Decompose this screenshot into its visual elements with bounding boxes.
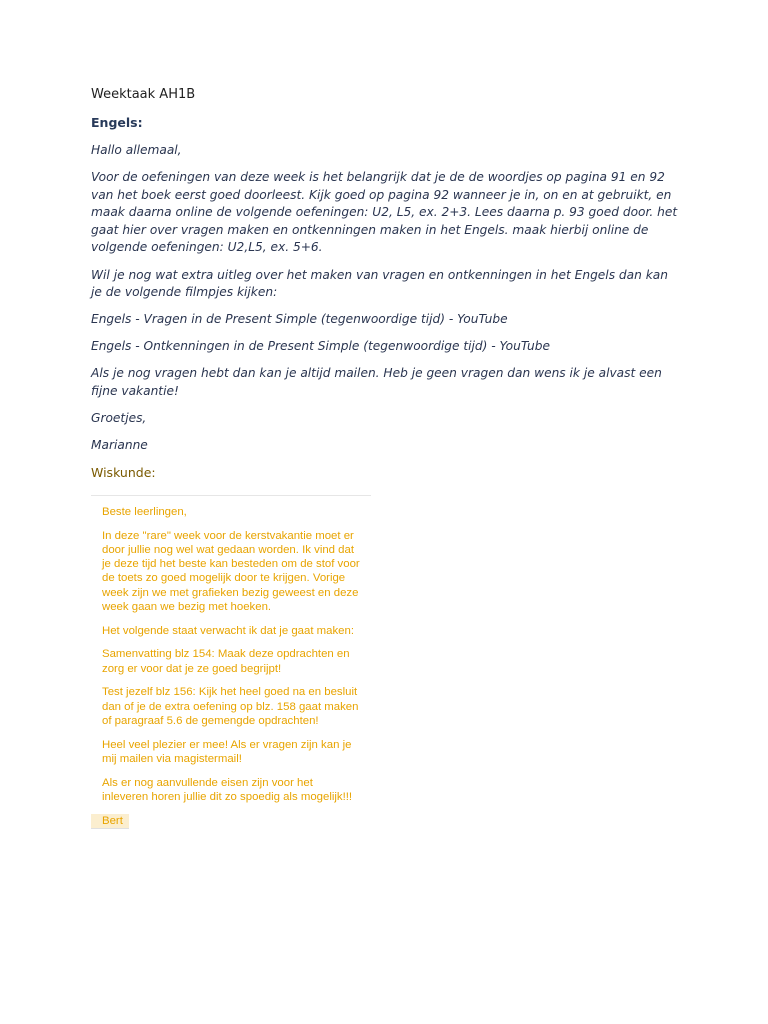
youtube-link-ontkenningen[interactable]: Engels - Ontkenningen in de Present Simple (tegenwoordige tijd) - YouTube xyxy=(91,339,551,354)
wiskunde-paragraph-3: Samenvatting blz 154: Maak deze opdrachten en zorg er voor dat je ze goed begrijpt! xyxy=(102,648,350,675)
wiskunde-message-box xyxy=(91,495,371,838)
document-title: Weektaak AH1B xyxy=(91,87,196,102)
engels-signature: Marianne xyxy=(91,438,148,453)
engels-paragraph-1: Voor de oefeningen van deze week is het belangrijk dat je de de woordjes op pagina 91 en 92 van het boek eerst goed doorleest. Kijk goed op pagina 92 wanneer je in, on en at gebruikt, en maak daarna online de volgende oefeningen: U2, L5, ex. 2+3. Lees daarna p. 93 goed door. het gaat hier over vragen maken en ontkenningen maken in het Engels. maak hierbij online de volgende oefeningen: U2,L5, ex. 5+6. xyxy=(91,170,678,255)
engels-greeting: Hallo allemaal, xyxy=(91,143,182,157)
youtube-link-vragen[interactable]: Engels - Vragen in de Present Simple (tegenwoordige tijd) - YouTube xyxy=(91,312,508,327)
engels-paragraph-3: Als je nog vragen hebt dan kan je altijd mailen. Heb je geen vragen dan wens ik je alvast een fijne vakantie! xyxy=(91,366,662,399)
document-page xyxy=(91,86,681,492)
wiskunde-heading: Wiskunde: xyxy=(91,465,156,481)
wiskunde-signature: Bert xyxy=(91,814,129,829)
engels-closing: Groetjes, xyxy=(91,411,147,426)
wiskunde-paragraph-1: In deze "rare" week voor de kerstvakantie moet er door jullie nog wel wat gedaan worden. Ik vind dat je deze tijd het beste kan besteden om de stof voor de toets zo goed mogelijk door te krijgen. Vorige week zijn we met grafieken bezig geweest en deze week gaan we bezig met hoeken. xyxy=(102,529,360,613)
wiskunde-paragraph-2: Het volgende staat verwacht ik dat je gaat maken: xyxy=(102,624,355,637)
wiskunde-paragraph-4: Test jezelf blz 156: Kijk het heel goed na en besluit dan of je de extra oefening op blz. 158 gaat maken of paragraaf 5.6 de gemengde opdrachten! xyxy=(102,686,359,727)
engels-heading: Engels: xyxy=(91,115,143,130)
wiskunde-paragraph-6: Als er nog aanvullende eisen zijn voor het inleveren horen jullie dit zo spoedig als mogelijk!!! xyxy=(102,776,353,803)
wiskunde-paragraph-5: Heel veel plezier er mee! Als er vragen zijn kan je mij mailen via magistermail! xyxy=(102,738,352,765)
engels-paragraph-2: Wil je nog wat extra uitleg over het maken van vragen en ontkenningen in het Engels dan kan je de volgende filmpjes kijken: xyxy=(91,267,668,300)
wiskunde-greeting: Beste leerlingen, xyxy=(102,506,187,518)
